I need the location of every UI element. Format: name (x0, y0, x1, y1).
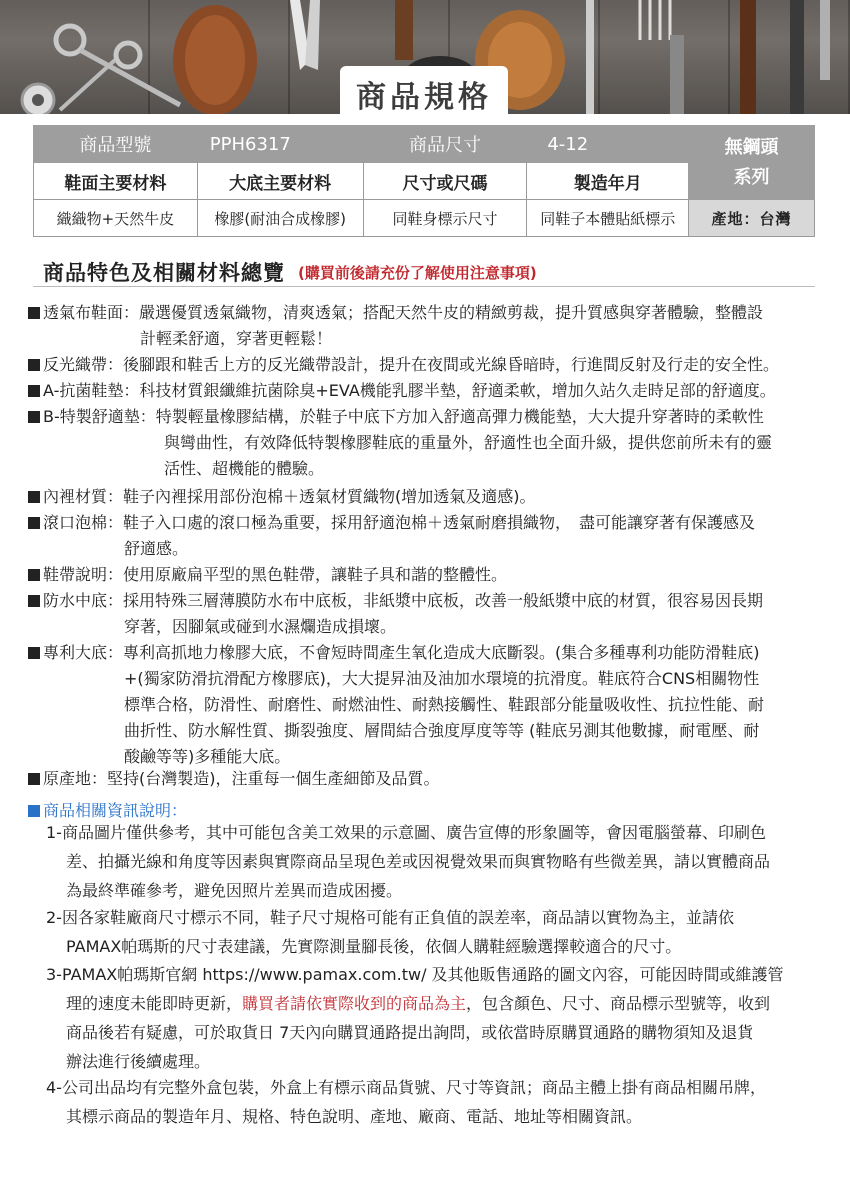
feature-first-line (28, 378, 828, 404)
feature-text: 曲折性、防水解性質、撕裂強度、層間結合強度厚度等等 (鞋底另測其他數據，耐電壓、耐 (124, 721, 760, 740)
info-item (46, 1073, 836, 1131)
feature-item (28, 640, 828, 770)
feature-first-line (28, 766, 828, 792)
feature-text: 採用特殊三層薄膜防水布中底板，非紙漿中底板，改善一般紙漿中底的材質，很容易因長期 (123, 591, 764, 610)
page-title: 商品規格 (356, 80, 492, 115)
info-text-part: ，包含顏色、尺寸、商品標示型號等，收到 (466, 994, 771, 1013)
series-badge (689, 126, 815, 200)
divider (33, 286, 815, 287)
feature-item (28, 484, 828, 510)
feature-item (28, 352, 828, 378)
feature-label: 專利大底： (43, 643, 124, 662)
feature-label: 滾口泡棉： (43, 513, 124, 532)
feature-label: 防水中底： (43, 591, 124, 610)
manufacture-date-label: 製造年月 (527, 163, 689, 200)
square-bullet-icon (28, 411, 40, 423)
sole-material-value: 橡膠(耐油合成橡膠) (197, 200, 363, 237)
info-text (46, 989, 836, 1018)
info-highlight-text: 購買者請依實際收到的商品為主 (242, 994, 467, 1013)
square-bullet-icon (28, 385, 40, 397)
feature-label: 鞋帶說明： (43, 565, 124, 584)
feature-text: 後腳跟和鞋舌上方的反光織帶設計，提升在夜間或光線昏暗時，行進間反射及行走的安全性。 (123, 355, 780, 374)
sole-material-label: 大底主要材料 (197, 163, 363, 200)
square-bullet-icon (28, 805, 40, 817)
feature-item (28, 510, 828, 562)
feature-item (28, 562, 828, 588)
feature-label: 反光織帶： (43, 355, 124, 374)
feature-text: 鞋子入口處的滾口極為重要，採用舒適泡棉＋透氣耐磨損織物， 盡可能讓穿著有保護感及 (123, 513, 756, 532)
square-bullet-icon (28, 569, 40, 581)
info-text: 差、拍攝光線和角度等因素與實際商品呈現色差或因視覺效果而與實物略有些微差異，請以實體商品 (66, 852, 771, 871)
feature-first-line (28, 588, 828, 614)
square-bullet-icon (28, 773, 40, 785)
feature-text: 堅持(台灣製造)，注重每一個生產細節及品質。 (107, 769, 440, 788)
info-text: 為最終準確參考，避免因照片差異而造成困擾。 (66, 881, 403, 900)
size-label: 商品尺寸 (363, 126, 527, 163)
manufacture-date-value: 同鞋子本體貼紙標示 (527, 200, 689, 237)
origin-label: 產地：台灣 (689, 200, 815, 237)
badge-line: 無鋼頭 (724, 136, 779, 158)
section-title: 商品特色及相關材料總覽 (43, 261, 285, 285)
badge-line: 系列 (733, 166, 770, 188)
feature-label: A-抗菌鞋墊： (43, 381, 140, 400)
info-text: 2-因各家鞋廠商尺寸標示不同，鞋子尺寸規格可能有正負值的誤差率，商品請以實物為主，並請依 (46, 908, 734, 927)
square-bullet-icon (28, 491, 40, 503)
feature-label: 原產地： (43, 769, 108, 788)
info-text: 商品後若有疑慮，可於取貨日 7天內向購買通路提出詢問，或依當時原購買通路的購物須知及退貨 (66, 1023, 754, 1042)
model-label: 商品型號 (34, 126, 198, 163)
info-item (46, 960, 836, 1076)
feature-item (28, 588, 828, 640)
info-text: 1-商品圖片僅供參考，其中可能包含美工效果的示意圖、廣告宣傳的形象圖等，會因電腦螢幕、印刷色 (46, 823, 766, 842)
feature-text: 嚴選優質透氣織物，清爽透氣；搭配天然牛皮的精緻剪裁，提升質感與穿著體驗，整體設 (139, 303, 764, 322)
feature-label: 內裡材質： (43, 487, 124, 506)
info-text: 其標示商品的製造年月、規格、特色說明、產地、廠商、電話、地址等相關資訊。 (66, 1107, 643, 1126)
feature-first-line (28, 510, 828, 536)
square-bullet-icon (28, 517, 40, 529)
feature-text: 計輕柔舒適，穿著更輕鬆！ (140, 329, 333, 348)
feature-first-line (28, 562, 828, 588)
feature-label: B-特製舒適墊： (43, 407, 156, 426)
feature-first-line (28, 300, 828, 326)
feature-first-line (28, 640, 828, 666)
feature-text: 酸鹼等等)多種能大底。 (124, 747, 291, 766)
info-item (46, 818, 836, 905)
feature-first-line (28, 484, 828, 510)
feature-item (28, 404, 828, 482)
feature-text: 科技材質銀纖維抗菌除臭+EVA機能乳膠半墊，舒適柔軟，增加久站久走時足部的舒適度。 (139, 381, 776, 400)
model-value: PPH6317 (197, 126, 363, 163)
feature-text: 鞋子內裡採用部份泡棉＋透氣材質織物(增加透氣及適感)。 (123, 487, 536, 506)
feature-text: 穿著，因腳氣或碰到水濕爛造成損壞。 (124, 617, 397, 636)
upper-material-label: 鞋面主要材料 (34, 163, 198, 200)
info-text: 4-公司出品均有完整外盒包裝，外盒上有標示商品貨號、尺寸等資訊；商品主體上掛有商品相關吊牌， (46, 1078, 766, 1097)
section-note: (購買前後請充份了解使用注意事項) (298, 264, 537, 282)
feature-text: +(獨家防滑抗滑配方橡膠底)，大大提昇油及油加水環境的抗滑度。鞋底符合CNS相關物性 (124, 669, 760, 688)
square-bullet-icon (28, 307, 40, 319)
square-bullet-icon (28, 647, 40, 659)
feature-label: 透氣布鞋面： (43, 303, 140, 322)
feature-text: 使用原廠扁平型的黑色鞋帶，讓鞋子具和諧的整體性。 (123, 565, 508, 584)
size-standard-value: 同鞋身標示尺寸 (363, 200, 527, 237)
feature-item (28, 766, 828, 792)
feature-first-line (28, 404, 828, 430)
upper-material-value: 織織物+天然牛皮 (34, 200, 198, 237)
feature-text: 特製輕量橡膠結構，於鞋子中底下方加入舒適高彈力機能墊，大大提升穿著時的柔軟性 (155, 407, 764, 426)
feature-text: 舒適感。 (124, 539, 189, 558)
size-value: 4-12 (527, 126, 689, 163)
feature-text: 標準合格，防滑性、耐磨性、耐燃油性、耐熱接觸性、鞋跟部分能量吸收性、抗拉性能、耐 (124, 695, 765, 714)
feature-text: 活性、超機能的體驗。 (164, 459, 325, 478)
square-bullet-icon (28, 359, 40, 371)
feature-item (28, 300, 828, 352)
feature-item (28, 378, 828, 404)
size-standard-label: 尺寸或尺碼 (363, 163, 527, 200)
feature-first-line (28, 352, 828, 378)
info-title-text: 商品相關資訊說明： (43, 801, 188, 820)
info-item (46, 903, 836, 961)
spec-table (33, 125, 815, 237)
info-text: 辦法進行後續處理。 (66, 1052, 211, 1071)
feature-text: 專利高抓地力橡膠大底，不會短時間產生氧化造成大底斷裂。(集合多種專利功能防滑鞋底) (123, 643, 760, 662)
feature-text: 與彎曲性，有效降低特製橡膠鞋底的重量外，舒適性也全面升級，提供您前所未有的靈 (164, 433, 773, 452)
info-text-part: 理的速度未能即時更新， (66, 994, 243, 1013)
square-bullet-icon (28, 595, 40, 607)
info-text: 3-PAMAX帕瑪斯官網 https://www.pamax.com.tw/ 及其他販售通路的圖文內容，可能因時間或維護管 (46, 965, 784, 984)
info-text: PAMAX帕瑪斯的尺寸表建議，先實際測量腳長後，依個人購鞋經驗選擇較適合的尺寸。 (66, 937, 682, 956)
